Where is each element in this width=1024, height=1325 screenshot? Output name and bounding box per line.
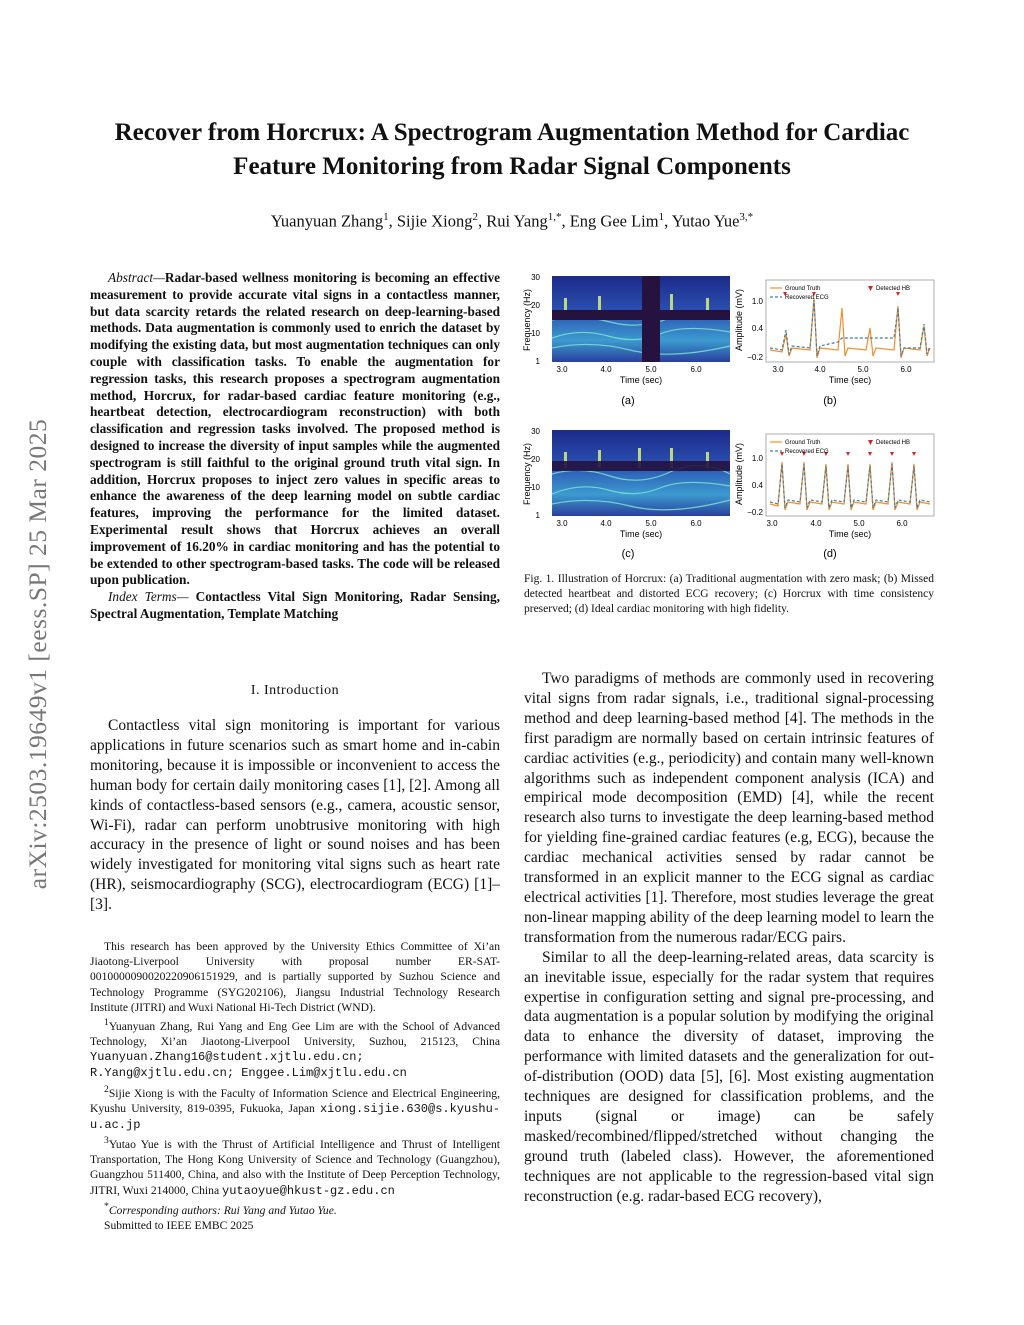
section-heading-introduction: I. Introduction (250, 683, 340, 698)
ecg-b-ytick: 1.0 (751, 297, 763, 306)
spec-a-ytick: 30 (531, 273, 540, 282)
legend-recovered-ecg: Recovered ECG (785, 449, 829, 455)
abstract-label: Abstract (108, 270, 154, 285)
spec-a-xtick: 6.0 (690, 365, 702, 374)
footnote-funding: This research has been approved by the University Ethics Committee of Xi’an Jiaotong-Liverpool University with proposal number ER-SAT-0010000090020220906151929, and is partially supported by Suzhou Science and Technology Programme (SYG202106), Jiangsu Industrial Technology Research Institute (JITRI) and Wuxi National Hi-Tech District (WND). (90, 940, 500, 1014)
panel-label-c: (c) (621, 548, 635, 560)
index-terms: Contactless Vital Sign Monitoring, Radar Sensing, Spectral Augmentation, Template Matching (90, 589, 500, 621)
spec-a-xtick: 4.0 (600, 365, 612, 374)
spec-a-xtick: 3.0 (556, 365, 568, 374)
ecg-b-xtick: 5.0 (857, 365, 869, 374)
author-affiliation: 3,* (739, 211, 754, 223)
ecg-b-xtick: 4.0 (814, 365, 826, 374)
author-name: Yutao Yue (671, 211, 740, 231)
spec-a-xtick: 5.0 (645, 365, 657, 374)
ecg-d-xlabel: Time (sec) (828, 529, 872, 539)
arxiv-identifier (8, 348, 68, 960)
body-paragraph: Similar to all the deep-learning-related areas, data scarcity is an inevitable issue, especially for the radar system that requires expertise in configuration setting and signal pre-processing, and data augmentation is a popular solution by modifying the original data to enhance the diversity of dataset, improving the performance with limited datasets and the generalization for out-of-distribution (OOD) data [5], [6]. Most existing augmentation techniques are designed for classification problems, and the inputs (signal or image) can be safely masked/recombined/flipped/stretched without changing the ground truth (labeled class). However, the aforementioned techniques are not applicable to the regression-based vital sign reconstruction (e.g. radar-based ECG recovery), (524, 948, 934, 1205)
panel-label-d: (d) (823, 548, 837, 560)
legend-recovered-ecg: Recovered ECG (785, 295, 829, 301)
ecg-d-xtick: 5.0 (853, 519, 865, 528)
ecg-b-xtick: 6.0 (900, 365, 912, 374)
index-terms-label: Index Terms (108, 589, 177, 605)
ecg-b-ytick: 0.4 (751, 324, 763, 333)
introduction-body (90, 716, 500, 915)
footnotes: This research has been approved by the University Ethics Committee of Xi’an Jiaotong-Liverpool University with proposal number ER-SAT-0010000090020220906151929, and is partially supported by Suzhou Science and Technology Programme (SYG202106), Jiangsu Industrial Technology Research Institute (JITRI) and Wuxi National Hi-Tech District (WND). $^1$Yuanyuan Zhang, Rui Yang and Eng Gee Lim are with the School of Advanced Technology, Xi’an Jiaotong-Liverpool University, Suzhou, 215123, China Yuanyuan.Zhang16@student.xjtlu.edu.cn; R.Yang@xjtlu.edu.cn; Enggee.Lim@xjtlu.edu.cn $^2$Sijie Xiong is with the Faculty of Information Science and Electrical Engineering, Kyushu University, 819-0395, Fukuoka, Japan xiong.sijie.630@s.kyushu-u.ac.jp $^3$Yutao Yue is with the Thrust of Artificial Intelligence and Thrust of Intelligent Transportation, The Hong Kong University of Science and Technology (Guangzhou), Guangzhou 511400, China, and also with the Institute of Deep Perception Technology, JITRI, Wuxi 214000, China yutaoyue@hkust-gz.edu.cn *Corresponding authors: Rui Yang and Yutao Yue. Submitted to IEEE EMBC 2025 (90, 940, 500, 1232)
paper-title: Recover from Horcrux: A Spectrogram Augmentation Method for Cardiac Feature Monitoring from Radar Signal Components (114, 119, 910, 180)
ecg-d-ytick: −0.2 (747, 508, 763, 517)
footnote-affiliation-3: Yutao Yue is with the Thrust of Artificial Intelligence and Thrust of Intelligent Transportation, The Hong Kong University of Science and Technology (Guangzhou), Guangzhou 511400, China, and also with the Institute of Deep Perception Technology, JITRI, Wuxi 214000, China (90, 1138, 500, 1197)
author-name: Rui Yang (486, 211, 548, 231)
spec-a-ytick: 10 (531, 329, 540, 338)
spec-c-xtick: 4.0 (600, 519, 612, 528)
author-name: Eng Gee Lim (569, 211, 659, 231)
footnote-submitted: Submitted to IEEE EMBC 2025 (104, 1218, 254, 1232)
panel-label-b: (b) (823, 395, 837, 407)
spec-a-ytick: 20 (531, 301, 540, 310)
spectrogram-c (522, 427, 730, 539)
spec-a-ytick: 1 (535, 357, 540, 366)
abstract: Abstract—Radar-based wellness monitoring is becoming an effective measurement to provide accurate vital signs in a contactless manner, but data scarcity retards the related research on deep-learning-based methods. Data augmentation is commonly used to enrich the dataset by modifying the existing data, but most augmentation techniques can only couple with classification tasks. To enable the augmentation for regression tasks, this research proposes a spectrogram augmentation method, Horcrux, for radar-based cardiac feature monitoring (e.g., heartbeat detection, electrocardiogram reconstruction) with both classification and regression tasks involved. The proposed method is designed to increase the diversity of input samples while the augmented spectrogram is still faithful to the original ground truth vital sign. In addition, Horcrux proposes to inject zero values in specific areas to enhance the awareness of the deep learning model on subtle cardiac features, improving the performance for the limited dataset. Experimental result shows that Horcrux achieves an overall improvement of 16.20% in cardiac monitoring and has the potential to be extended to other spectrogram-based tasks. The code will be released upon publication. Index Terms— Contactless Vital Sign Monitoring, Radar Sensing, Spectral Augmentation, Template Matching (90, 270, 500, 621)
spec-c-xlabel: Time (sec) (619, 529, 663, 539)
ecg-d-ylabel: Amplitude (mV) (734, 442, 744, 506)
ecg-b-ytick: −0.2 (747, 353, 763, 362)
figure-1-graphics (520, 268, 935, 568)
legend-ground-truth: Ground Truth (785, 286, 821, 292)
spec-c-ytick: 10 (531, 483, 540, 492)
spec-c-ytick: 30 (531, 427, 540, 436)
footnote-email-2: xiong.sijie.630@s.kyushu-u.ac.jp (90, 1101, 500, 1132)
right-column-body (524, 669, 934, 1206)
footnote-emails-1: Yuanyuan.Zhang16@student.xjtlu.edu.cn; R.Yang@xjtlu.edu.cn; Enggee.Lim@xjtlu.edu.cn (90, 1050, 407, 1081)
spec-c-xtick: 6.0 (690, 519, 702, 528)
zero-mask-frequency (552, 310, 730, 320)
spec-a-xlabel: Time (sec) (619, 375, 663, 385)
spec-c-xtick: 3.0 (556, 519, 568, 528)
abstract-text: Radar-based wellness monitoring is becoming an effective measurement to provide accurate vital signs in a contactless manner, but data scarcity retards the related research on deep-learning-based methods. Data augmentation is commonly used to enrich the dataset by modifying the existing data, but most augmentation techniques can only couple with classification tasks. To enable the augmentation for regression tasks, this research proposes a spectrogram augmentation method, Horcrux, for radar-based cardiac feature monitoring (e.g., heartbeat detection, electrocardiogram reconstruction) with both classification and regression tasks involved. The proposed method is designed to increase the diversity of input samples while the augmented spectrogram is still faithful to the original ground truth vital sign. In addition, Horcrux proposes to inject zero values in specific areas to enhance the awareness of the deep learning model on subtle cardiac features, improving the performance for the limited dataset. Experimental result shows that Horcrux achieves an overall improvement of 16.20% in cardiac monitoring and has the potential to be extended to other spectrogram-based tasks. The code will be released upon publication. (90, 270, 500, 588)
panel-label-a: (a) (621, 395, 635, 407)
ecg-b-xlabel: Time (sec) (828, 375, 872, 385)
figure-caption: Fig. 1. Illustration of Horcrux: (a) Traditional augmentation with zero mask; (b) Missed detected heartbeat and distorted ECG recovery; (c) Horcrux with time consistency preserved; (d) Ideal cardiac monitoring with high fidelity. (524, 573, 934, 615)
ecg-d-xtick: 4.0 (810, 519, 822, 528)
introduction-paragraph: Contactless vital sign monitoring is important for various applications in future scenarios such as smart home and in-cabin monitoring, because it is impossible or inconvenient to access the human body for certain daily monitoring cases [1], [2]. Among all kinds of contactless-based sensors (e.g., camera, acoustic sensor, Wi-Fi), radar can perform unobtrusive monitoring with high accuracy in the presence of light or sound noises and has been widely investigated for monitoring vital signs such as heart rate (HR), seismocardiography (SCG), electrocardiogram (ECG) [1]–[3]. (90, 717, 500, 914)
legend-ground-truth: Ground Truth (785, 440, 821, 446)
legend-detected-hb: Detected HB (876, 286, 911, 292)
author-affiliation: 1 (658, 211, 665, 223)
footnote-email-3: yutaoyue@hkust-gz.edu.cn (222, 1183, 395, 1198)
spectrogram-a (522, 273, 730, 385)
arxiv-identifier-text: arXiv:2503.19649v1 [eess.SP] 25 Mar 2025 (23, 418, 52, 890)
author-name: Yuanyuan Zhang (270, 211, 384, 231)
body-paragraph: Two paradigms of methods are commonly used in recovering vital signs from radar signals, i.e., traditional signal-processing method and deep learning-based method [4]. The methods in the first paradigm are normally based on certain intrinsic features of cardiac activities (e.g., periodicity) and contain many well-known algorithms such as independent component analysis (ICA) and empirical mode decomposition (EMD) [4], while the recent research also turns to investigate the deep learning-based method for yielding fine-grained cardiac features (e.g, ECG), because the cardiac mechanical activities sensed by radar cannot be transformed in an explicit manner to the ECG signal as cardiac electrical activities [1]. Therefore, most studies leverage the great non-linear mapping ability of the deep learning model to learn the transformation from the numerous radar/ECG pairs. (524, 670, 934, 946)
spec-c-ytick: 20 (531, 455, 540, 464)
footnote-corresponding: Corresponding authors: Rui Yang and Yutao Yue. (108, 1203, 337, 1217)
author-affiliation: 1,* (547, 211, 562, 223)
spec-c-ylabel: Frequency (Hz) (522, 442, 532, 506)
ecg-d-ytick: 0.4 (751, 481, 763, 490)
legend-detected-hb: Detected HB (876, 440, 911, 446)
ecg-d-xtick: 6.0 (896, 519, 908, 528)
footnote-affiliation-1: Yuanyuan Zhang, Rui Yang and Eng Gee Lim are with the School of Advanced Technology, Xi’an Jiaotong-Liverpool University, Suzhou, 215123, China (90, 1019, 500, 1049)
author-list: Yuanyuan Zhang$^1$, Sijie Xiong$^2$, Rui Yang$^{1,*}$, Eng Gee Lim$^1$, Yutao Yue$^{3,*}$ (270, 211, 754, 231)
ecg-plot-b (734, 280, 934, 385)
spec-c-ytick: 1 (535, 511, 540, 520)
author-affiliation: 2 (472, 211, 478, 223)
author-name: Sijie Xiong (396, 211, 473, 231)
ecg-d-ytick: 1.0 (751, 454, 763, 463)
spec-c-xtick: 5.0 (645, 519, 657, 528)
author-affiliation: 1 (383, 211, 389, 223)
footnote-affiliation-2: Sijie Xiong is with the Faculty of Information Science and Electrical Engineering, Kyushu University, 819-0395, Fukuoka, Japan (90, 1086, 500, 1115)
spec-a-ylabel: Frequency (Hz) (522, 288, 532, 352)
ecg-d-xtick: 3.0 (766, 519, 778, 528)
ecg-plot-d (734, 434, 934, 539)
ecg-b-xtick: 3.0 (772, 365, 784, 374)
ecg-b-ylabel: Amplitude (mV) (734, 288, 744, 352)
zero-mask-frequency (552, 461, 730, 471)
